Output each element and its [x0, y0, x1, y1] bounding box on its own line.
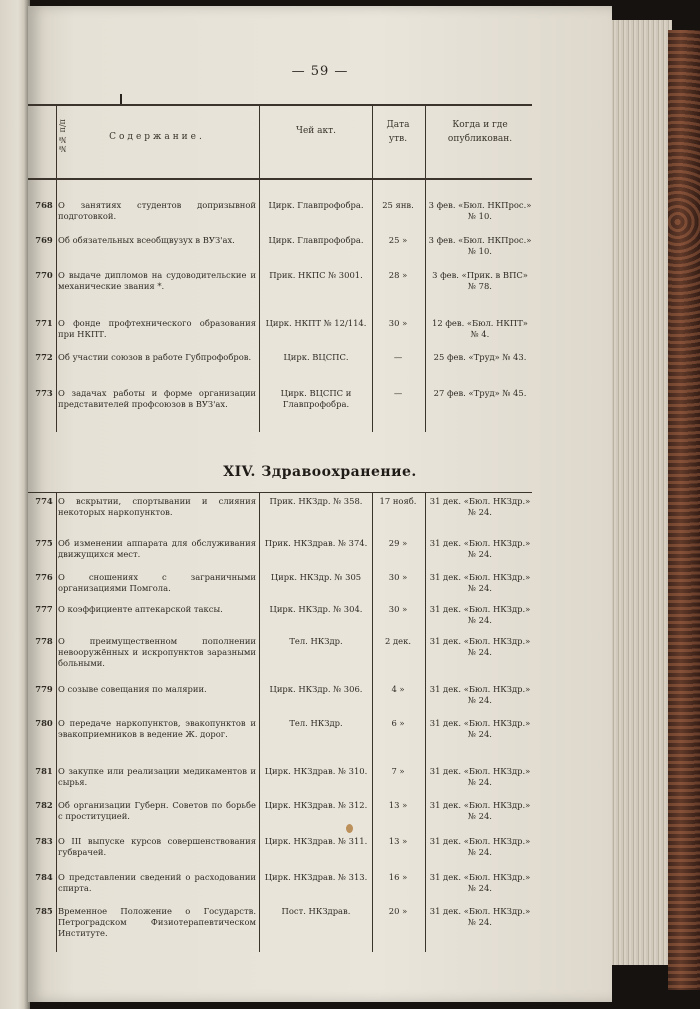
row-date: 13 »: [388, 836, 408, 846]
row-actor: Цирк. Главпрофобра.: [268, 235, 364, 245]
row-published: 31 дек. «Бюл. НКЗдр.» № 24.: [429, 766, 531, 787]
row-content: О созыве совещания по малярии.: [58, 684, 207, 694]
row-actor: Цирк. НКПТ № 12/114.: [265, 318, 367, 328]
row-content: О представлении сведений о расходовании спирта.: [58, 872, 256, 893]
row-content: О коэффициенте аптекарской таксы.: [58, 604, 223, 614]
row-published: 12 фев. «Бюл. НКПТ» № 4.: [432, 318, 528, 339]
row-published: 31 дек. «Бюл. НКЗдр.» № 24.: [429, 836, 531, 857]
row-date: 20 »: [388, 906, 408, 916]
row-published: 3 фев. «Бюл. НКПрос.» № 10.: [428, 235, 532, 256]
row-published: 3 фев. «Прик. в ВПС» № 78.: [432, 270, 528, 291]
row-date: 6 »: [391, 718, 405, 728]
col-rule-4b: [425, 492, 426, 952]
row-actor: Цирк. НКЗдр. № 306.: [269, 684, 363, 694]
row-number: 774: [35, 496, 53, 506]
row-actor: Цирк. НКЗдрав. № 310.: [264, 766, 368, 776]
row-content: Временное Положение о Государств. Петроградском Физиотерапевтическом Институте.: [58, 906, 256, 938]
row-number: 781: [35, 766, 53, 776]
row-number: 770: [35, 270, 53, 280]
row-published: 25 фев. «Труд» № 43.: [433, 352, 527, 362]
row-number: 782: [35, 800, 53, 810]
row-number: 775: [35, 538, 53, 548]
row-date: 28 »: [388, 270, 408, 280]
col-rule-3b: [372, 492, 373, 952]
row-content: Об изменении аппарата для обслуживания движущихся мест.: [58, 538, 256, 559]
header-number: №№ п/п: [58, 119, 67, 153]
header-published: Когда и где опубликован.: [447, 120, 513, 144]
row-published: 31 дек. «Бюл. НКЗдр.» № 24.: [429, 538, 531, 559]
row-published: 31 дек. «Бюл. НКЗдр.» № 24.: [429, 604, 531, 625]
header-top-rule: [28, 104, 532, 106]
row-content: О передаче наркопунктов, эвакопунктов и эвакоприемников в ведение Ж. дорог.: [58, 718, 256, 739]
row-content: Об организации Губерн. Советов по борьбе с проституцией.: [58, 800, 256, 821]
row-number: 779: [35, 684, 53, 694]
row-actor: Пост. НКЗдрав.: [281, 906, 351, 916]
ink-mark: [120, 94, 122, 104]
row-content: О III выпуске курсов совершенствования губврачей.: [58, 836, 256, 857]
row-content: О выдаче дипломов на судоводительские и механические звания *.: [58, 270, 256, 291]
col-rule-4: [425, 104, 426, 432]
col-rule-2: [259, 104, 260, 432]
row-number: 769: [35, 235, 53, 245]
col-rule-1b: [56, 492, 57, 952]
row-number: 768: [35, 200, 53, 210]
book-page: [28, 6, 612, 1002]
row-actor: Тел. НКЗдр.: [289, 636, 343, 646]
header-date: Дата утв.: [386, 120, 410, 144]
row-content: О вскрытии, спортывании и слияния некоторых наркопунктов.: [58, 496, 256, 517]
page-number: — 59 —: [291, 64, 349, 79]
row-date: 7 »: [391, 766, 405, 776]
col-rule-1: [56, 104, 57, 432]
row-number: 772: [35, 352, 53, 362]
row-content: О закупке или реализации медикаментов и сырья.: [58, 766, 256, 787]
row-actor: Цирк. НКЗдрав. № 312.: [264, 800, 368, 810]
row-date: 30 »: [388, 604, 408, 614]
row-actor: Тел. НКЗдр.: [289, 718, 343, 728]
row-published: 31 дек. «Бюл. НКЗдр.» № 24.: [429, 906, 531, 927]
row-actor: Цирк. НКЗдр. № 304.: [269, 604, 363, 614]
page-edges: [606, 20, 672, 965]
row-actor: Прик. НКПС № 3001.: [269, 270, 363, 280]
row-published: 3 фев. «Бюл. НКПрос.» № 10.: [428, 200, 532, 221]
row-content: Об участии союзов в работе Губпрофобров.: [58, 352, 252, 362]
row-date: 25 »: [388, 235, 408, 245]
row-actor: Цирк. ВЦСПС.: [283, 352, 349, 362]
row-number: 784: [35, 872, 53, 882]
row-published: 31 дек. «Бюл. НКЗдр.» № 24.: [429, 496, 531, 517]
section-top-rule: [28, 492, 532, 493]
header-actor: Чей акт.: [296, 126, 336, 136]
row-date: —: [393, 388, 403, 398]
row-date: 4 »: [391, 684, 405, 694]
row-number: 771: [35, 318, 53, 328]
row-number: 783: [35, 836, 53, 846]
book-cover: [668, 30, 700, 990]
row-date: 2 дек.: [384, 636, 411, 646]
row-published: 31 дек. «Бюл. НКЗдр.» № 24.: [429, 636, 531, 657]
col-rule-3: [372, 104, 373, 432]
row-number: 785: [35, 906, 53, 916]
row-actor: Цирк. ВЦСПС и Главпрофобра.: [280, 388, 352, 409]
row-actor: Цирк. Главпрофобра.: [268, 200, 364, 210]
row-published: 31 дек. «Бюл. НКЗдр.» № 24.: [429, 800, 531, 821]
row-date: 25 янв.: [382, 200, 414, 210]
row-content: О преимущественном пополнении невооружённых и искропунктов заразными больными.: [58, 636, 256, 668]
row-content: О сношениях с заграничными организациями Помгола.: [58, 572, 256, 593]
row-published: 31 дек. «Бюл. НКЗдр.» № 24.: [429, 684, 531, 705]
row-actor: Цирк. НКЗдр. № 305: [270, 572, 362, 582]
header-content: Содержание.: [109, 132, 205, 142]
row-date: 30 »: [388, 318, 408, 328]
row-number: 778: [35, 636, 53, 646]
row-number: 776: [35, 572, 53, 582]
row-published: 27 фев. «Труд» № 45.: [433, 388, 527, 398]
row-actor: Цирк. НКЗдрав. № 311.: [264, 836, 368, 846]
paper-stain: [346, 824, 353, 833]
row-actor: Цирк. НКЗдрав. № 313.: [264, 872, 368, 882]
col-rule-2b: [259, 492, 260, 952]
header-bottom-rule: [28, 178, 532, 180]
section-title: XIV. Здравоохранение.: [223, 464, 417, 480]
row-content: Об обязательных всеобщвузух в ВУЗ'ах.: [58, 235, 235, 245]
row-content: О занятиях студентов допризывной подготовкой.: [58, 200, 256, 221]
row-actor: Прик. НКЗдр. № 358.: [269, 496, 363, 506]
row-date: 30 »: [388, 572, 408, 582]
row-published: 31 дек. «Бюл. НКЗдр.» № 24.: [429, 572, 531, 593]
row-number: 780: [35, 718, 53, 728]
row-date: —: [393, 352, 403, 362]
row-number: 777: [35, 604, 53, 614]
row-published: 31 дек. «Бюл. НКЗдр.» № 24.: [429, 718, 531, 739]
row-content: О задачах работы и форме организации представителей профсоюзов в ВУЗ'ах.: [58, 388, 256, 409]
facing-page-edge: [0, 0, 30, 1009]
row-date: 16 »: [388, 872, 408, 882]
row-published: 31 дек. «Бюл. НКЗдр.» № 24.: [429, 872, 531, 893]
row-content: О фонде профтехнического образования при НКПТ.: [58, 318, 256, 339]
row-number: 773: [35, 388, 53, 398]
row-date: 29 »: [388, 538, 408, 548]
row-actor: Прик. НКЗдрав. № 374.: [264, 538, 368, 548]
row-date: 17 нояб.: [379, 496, 417, 506]
row-date: 13 »: [388, 800, 408, 810]
